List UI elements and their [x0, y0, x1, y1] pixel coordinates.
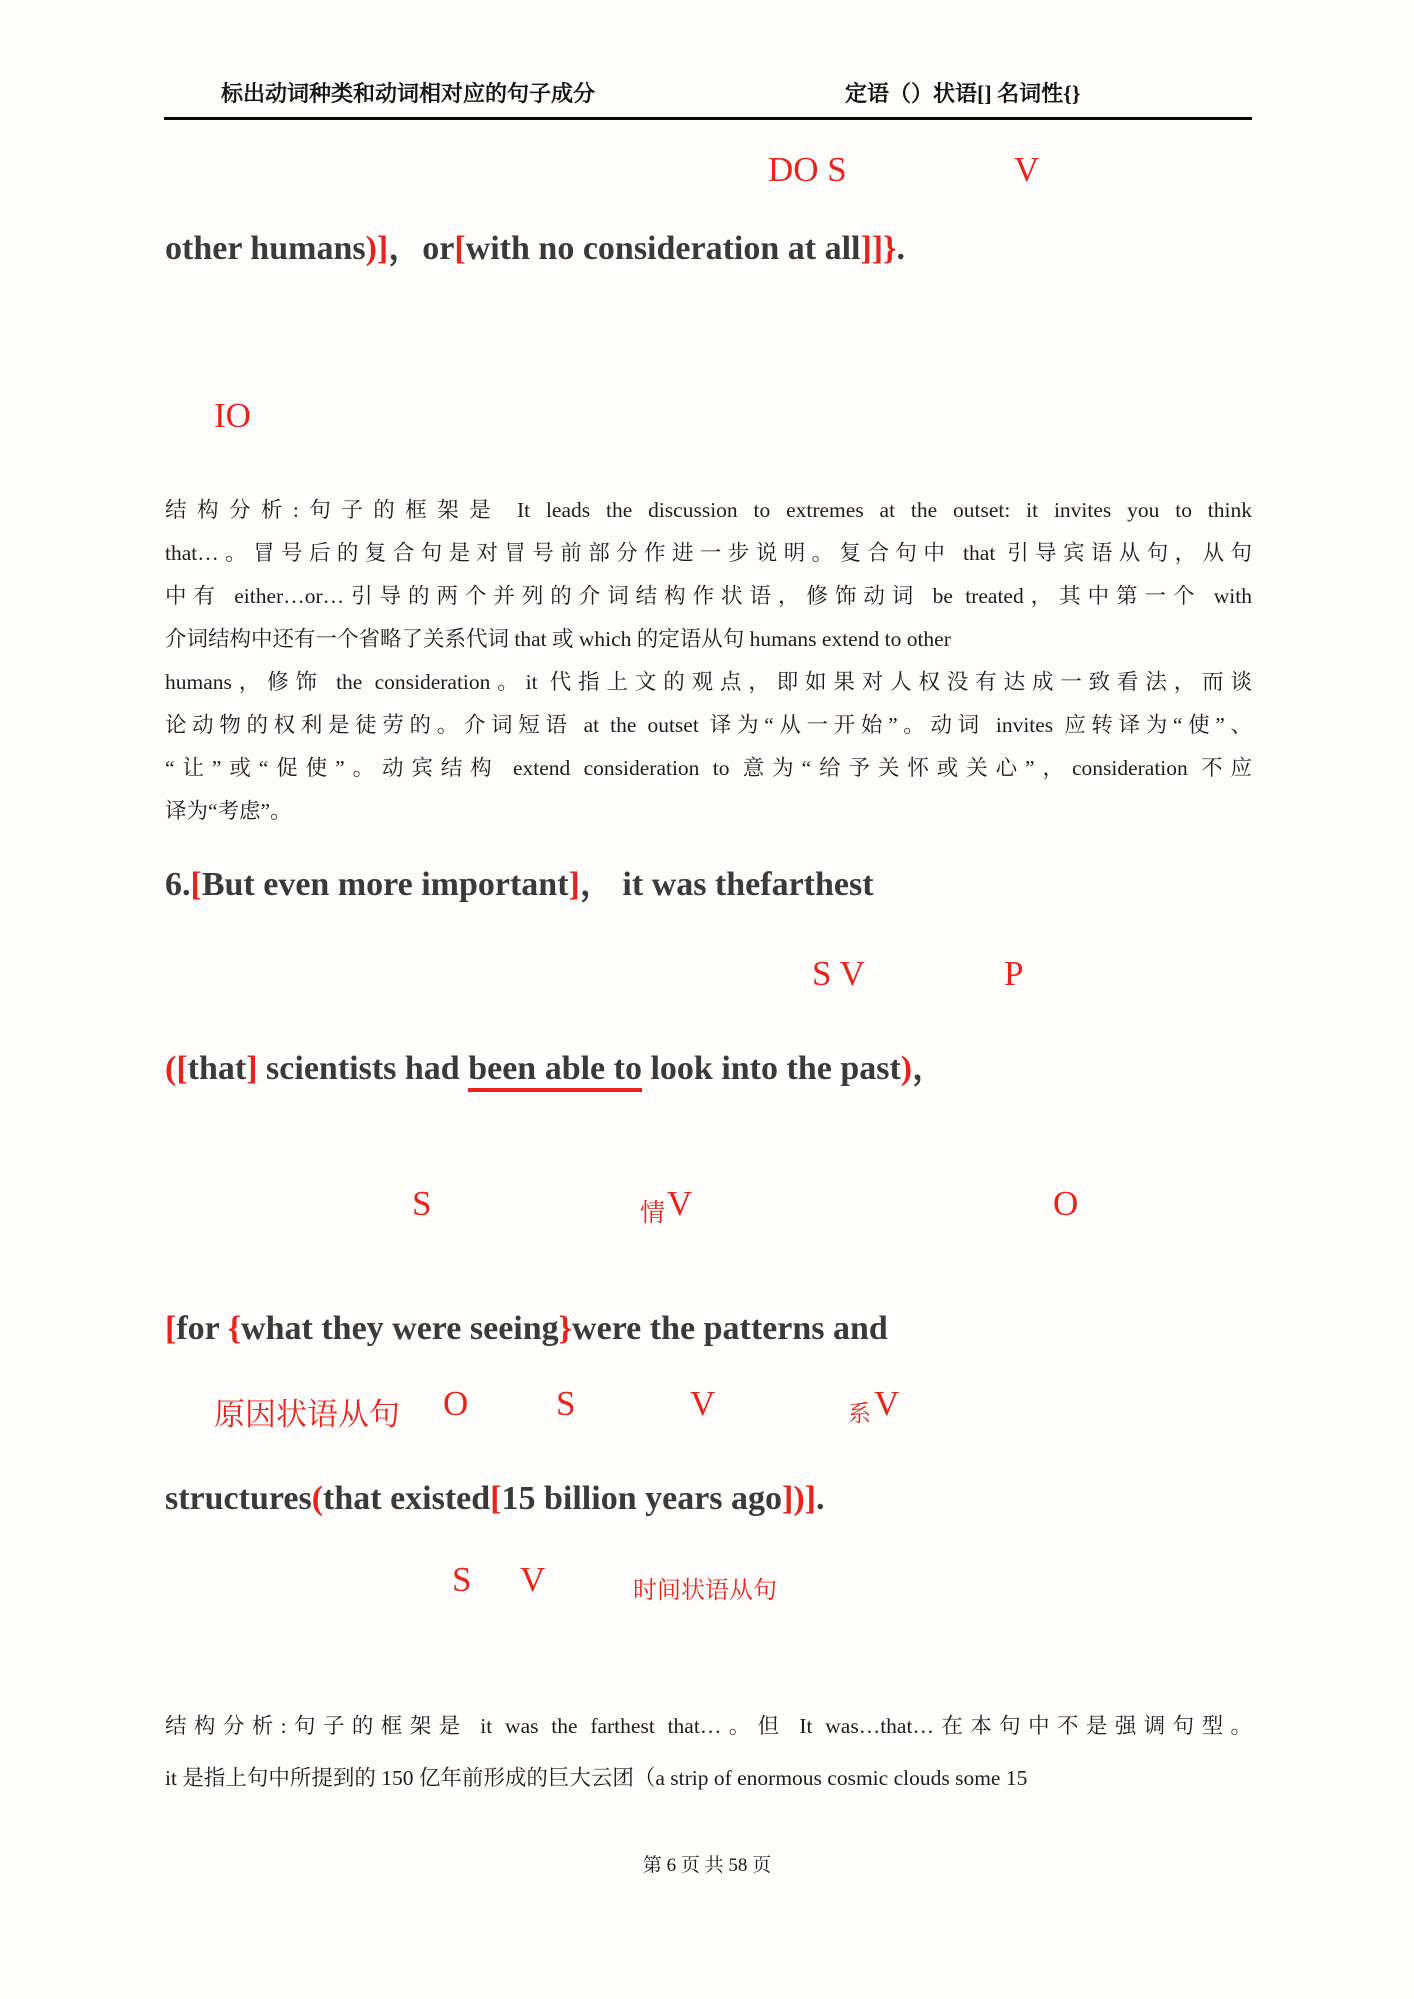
- structure-analysis-paragraph-1: [165, 489, 1252, 833]
- sentence-fragment: other humans: [165, 230, 366, 267]
- annotation-row-s-v-p: [0, 954, 1414, 1004]
- sentence-fragment: scientists had: [257, 1050, 469, 1087]
- sentence-line-2: [165, 1046, 1270, 1092]
- annotation-label-do-s: DO S: [768, 150, 847, 189]
- sentence-fragment: 6.: [165, 866, 191, 903]
- bracket-mark: ]: [246, 1050, 258, 1087]
- annotation-label-s: S: [412, 1184, 432, 1223]
- annotation-label-s-v: S V: [812, 954, 865, 993]
- analysis-line: 中有 either…or…引导的两个并列的介词结构作状语，修饰动词 be treated，其中第一个 with: [165, 584, 1252, 608]
- sentence-line-4: [165, 1476, 1270, 1522]
- sentence-heading-6: [165, 862, 1270, 908]
- sentence-fragment: structures: [165, 1480, 312, 1517]
- annotation-label-o: O: [1053, 1184, 1079, 1223]
- bracket-mark: )]: [365, 230, 389, 267]
- bracket-mark: (: [311, 1480, 324, 1517]
- bracket-mark: ): [900, 1050, 913, 1087]
- bracket-mark: }: [558, 1310, 573, 1347]
- annotation-label-s: S: [452, 1560, 472, 1599]
- analysis-line: 介词结构中还有一个省略了关系代词 that 或 which 的定语从句 humans extend to other: [165, 627, 951, 651]
- bracket-mark: [: [454, 230, 466, 267]
- annotation-row-do-s-v: [0, 150, 1414, 200]
- structure-analysis-paragraph-2: [165, 1700, 1252, 1804]
- annotation-label-p: P: [1004, 954, 1024, 993]
- sentence-fragment: that: [187, 1050, 247, 1087]
- analysis-line: 论动物的权利是徒劳的。介词短语 at the outset 译为“从一开始”。动词 invites 应转译为“使”、: [165, 713, 1252, 737]
- annotation-label-v: V: [520, 1560, 546, 1599]
- sentence-fragment: or: [422, 230, 455, 267]
- bracket-mark: [: [490, 1480, 502, 1517]
- analysis-line: 译为“考虑”。: [165, 799, 292, 823]
- page-header: [164, 74, 1252, 120]
- analysis-line: “让”或“促使”。动宾结构 extend consideration to 意为“给予关怀或关心”，consideration 不应: [165, 756, 1252, 780]
- sentence-line-3: [165, 1306, 1270, 1352]
- bracket-mark: ])]: [782, 1480, 816, 1517]
- bracket-mark: {: [227, 1310, 242, 1347]
- annotation-label-reason-adverbial-clause: 原因状语从句: [214, 1397, 400, 1432]
- annotation-row-io: [0, 396, 1414, 446]
- annotation-row-s-modalv-o: [0, 1184, 1414, 1234]
- sentence-fragment: with no consideration at all: [465, 230, 861, 267]
- analysis-line: 结构分析:句子的框架是 It leads the discussion to extremes at the outset: it invites you to think: [165, 498, 1252, 522]
- sentence-line-1: [165, 226, 1270, 272]
- annotation-label-link-v: V: [874, 1384, 900, 1423]
- bracket-mark: ]: [568, 866, 580, 903]
- analysis-line: humans，修饰 the consideration。it 代指上文的观点，即如果对人权没有达成一致看法，而谈: [165, 670, 1252, 694]
- sentence-fragment: .: [896, 230, 906, 267]
- analysis-line: it 是指上句中所提到的 150 亿年前形成的巨大云团（a strip of enormous cosmic clouds some 15: [165, 1766, 1028, 1790]
- bracket-mark: ]]}: [860, 230, 897, 267]
- analysis-line: 结构分析:句子的框架是 it was the farthest that…。但 It was…that…在本句中不是强调句型。: [165, 1714, 1252, 1738]
- sentence-fragment: 15 billion years ago: [501, 1480, 783, 1517]
- bracket-mark: [: [165, 1310, 177, 1347]
- annotation-label-o: O: [443, 1384, 469, 1423]
- sentence-fragment: were the patterns and: [572, 1310, 888, 1347]
- annotation-label-modal: 情: [640, 1200, 666, 1227]
- annotation-row-time-clause: [0, 1560, 1414, 1610]
- sentence-fragment: that existed: [323, 1480, 491, 1517]
- sentence-fragment: ，: [388, 230, 423, 267]
- header-left-title: 标出动词种类和动词相对应的句子成分: [221, 81, 596, 106]
- sentence-fragment: .: [816, 1480, 825, 1517]
- annotation-label-v: V: [1014, 150, 1040, 189]
- underlined-phrase: been able to: [468, 1050, 642, 1092]
- header-right-legend: 定语（）状语[] 名词性{}: [845, 81, 1081, 106]
- bracket-mark: [: [190, 866, 202, 903]
- analysis-line: that…。冒号后的复合句是对冒号前部分作进一步说明。复合句中 that 引导宾语从句，从句: [165, 541, 1252, 565]
- sentence-fragment: ，: [912, 1050, 947, 1087]
- annotation-label-v: V: [690, 1384, 716, 1423]
- sentence-fragment: But even more important: [201, 866, 569, 903]
- bracket-mark: ([: [165, 1050, 188, 1087]
- sentence-fragment: look into the past: [641, 1050, 901, 1087]
- annotation-label-time-adverbial-clause: 时间状语从句: [633, 1578, 777, 1604]
- annotation-label-v: V: [667, 1184, 693, 1223]
- sentence-fragment: for: [176, 1310, 228, 1347]
- annotation-label-s: S: [556, 1384, 576, 1423]
- sentence-fragment: ， it was thefarthest: [579, 866, 874, 903]
- annotation-row-reason-clause: [0, 1384, 1414, 1434]
- annotation-label-link: 系: [848, 1401, 871, 1426]
- sentence-fragment: what they were seeing: [241, 1310, 559, 1347]
- annotation-label-io: IO: [214, 396, 251, 435]
- page-number-footer: 第 6 页 共 58 页: [642, 1855, 772, 1876]
